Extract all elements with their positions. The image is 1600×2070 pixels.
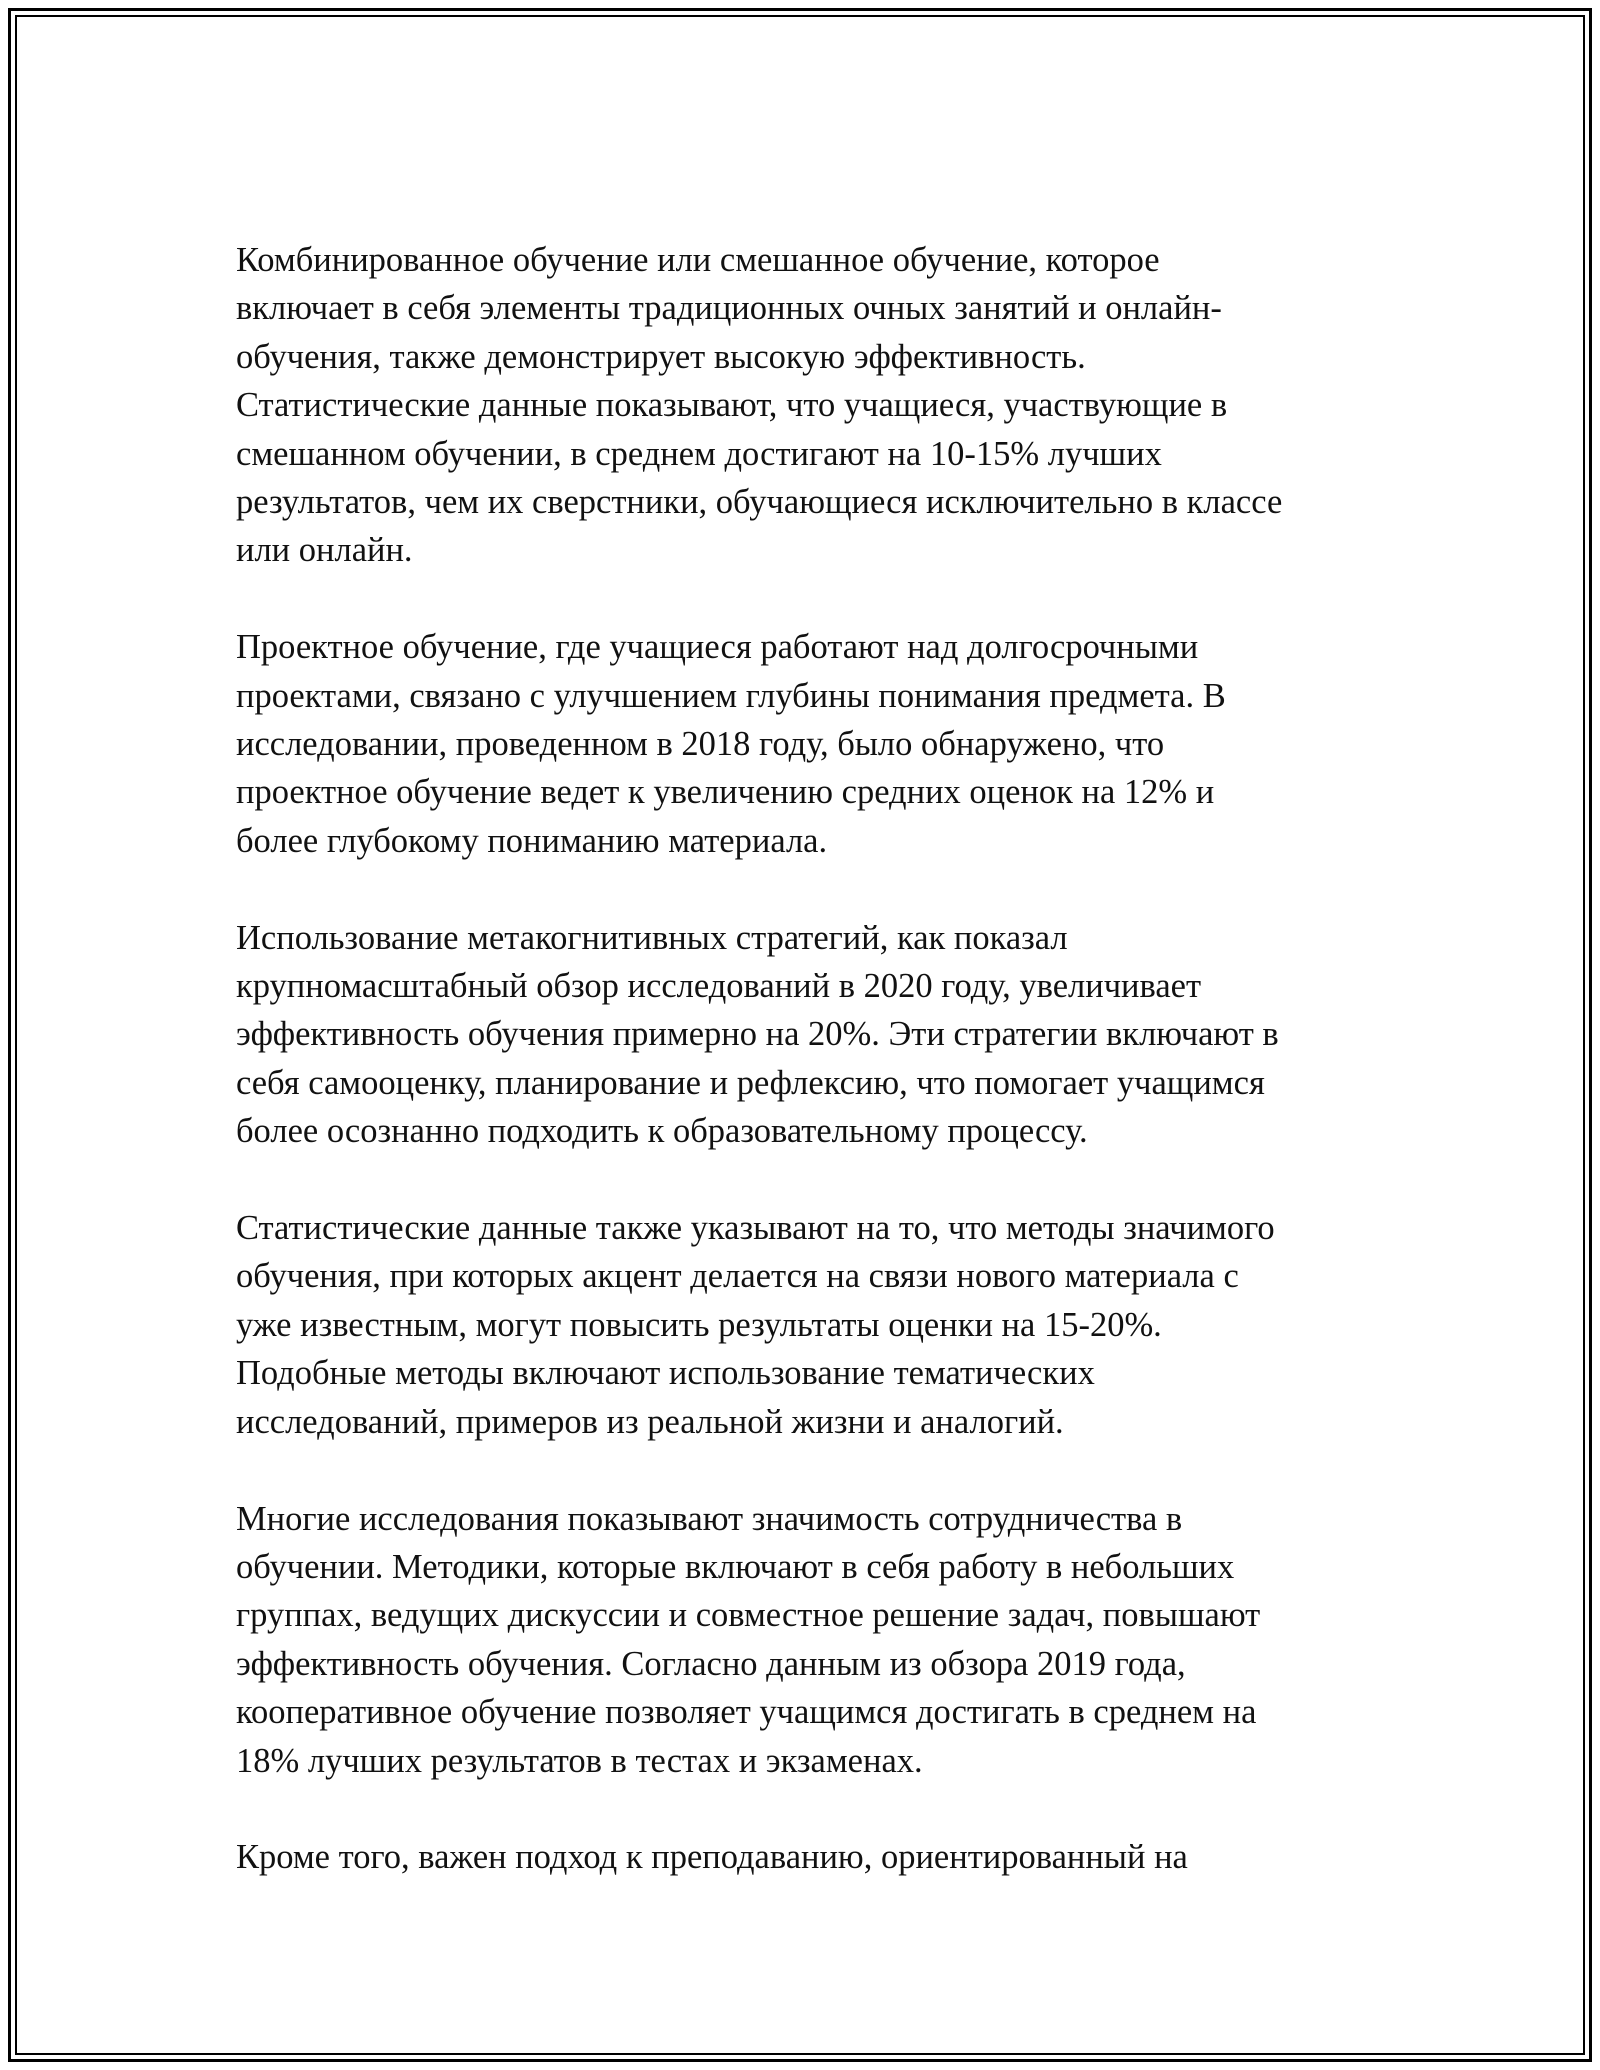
text-line: Комбинированное обучение или смешанное обучение, которое (236, 241, 1160, 279)
text-line: эффективность обучения примерно на 20%. Эти стратегии включают в (236, 1015, 1279, 1054)
paragraph-metacognitive-strategies (236, 914, 1366, 1156)
text-line: смешанном обучении, в среднем достигают на 10-15% лучших (236, 434, 1162, 473)
paragraph-blended-learning (236, 236, 1366, 575)
text-line: эффективность обучения. Согласно данным из обзора 2019 года, (236, 1644, 1186, 1683)
text-line: Подобные методы включают использование тематических (236, 1354, 1095, 1393)
text-line: группах, ведущих дискуссии и совместное решение задач, повышают (236, 1596, 1261, 1635)
text-line: исследований, примеров из реальной жизни и аналогий. (236, 1402, 1064, 1441)
text-line: 18% лучших результатов в тестах и экзаменах. (236, 1741, 923, 1780)
text-line: обучения, при которых акцент делается на связи нового материала с (236, 1257, 1239, 1296)
text-line: проектное обучение ведет к увеличению средних оценок на 12% и (236, 773, 1215, 812)
text-line: себя самооценку, планирование и рефлексию, что помогает учащимся (236, 1063, 1265, 1102)
text-line: или онлайн. (236, 531, 413, 570)
text-line: кооперативное обучение позволяет учащимся достигать в среднем на (236, 1693, 1257, 1732)
text-line: более глубокому пониманию материала. (236, 821, 828, 860)
text-line: результатов, чем их сверстники, обучающиеся исключительно в классе (236, 483, 1283, 522)
paragraph-teaching-approach (236, 1833, 1366, 1881)
text-line: более осознанно подходить к образовательному процессу. (236, 1112, 1088, 1151)
text-line: проектами, связано с улучшением глубины понимания предмета. В (236, 676, 1226, 715)
text-line: Статистические данные также указывают на то, что методы значимого (236, 1209, 1275, 1248)
text-line: крупномасштабный обзор исследований в 2020 году, увеличивает (236, 967, 1202, 1006)
paragraph-meaningful-learning (236, 1204, 1366, 1446)
paragraph-project-learning (236, 623, 1366, 865)
text-line: Проектное обучение, где учащиеся работают над долгосрочными (236, 628, 1199, 667)
text-line: исследовании, проведенном в 2018 году, было обнаружено, что (236, 725, 1165, 764)
document-body (236, 236, 1366, 1882)
text-line: уже известным, могут повысить результаты оценки на 15-20%. (236, 1305, 1162, 1344)
text-line: Кроме того, важен подход к преподаванию, ориентированный на (236, 1838, 1188, 1877)
text-line: обучения, также демонстрирует высокую эффективность. (236, 337, 1086, 376)
text-line: Многие исследования показывают значимость сотрудничества в (236, 1499, 1183, 1538)
text-line: Статистические данные показывают, что учащиеся, участвующие в (236, 386, 1228, 425)
text-line: Использование метакогнитивных стратегий, как показал (236, 918, 1068, 957)
text-line: включает в себя элементы традиционных очных занятий и онлайн- (236, 289, 1222, 328)
text-line: обучении. Методики, которые включают в себя работу в небольших (236, 1547, 1235, 1586)
paragraph-cooperative-learning (236, 1495, 1366, 1785)
